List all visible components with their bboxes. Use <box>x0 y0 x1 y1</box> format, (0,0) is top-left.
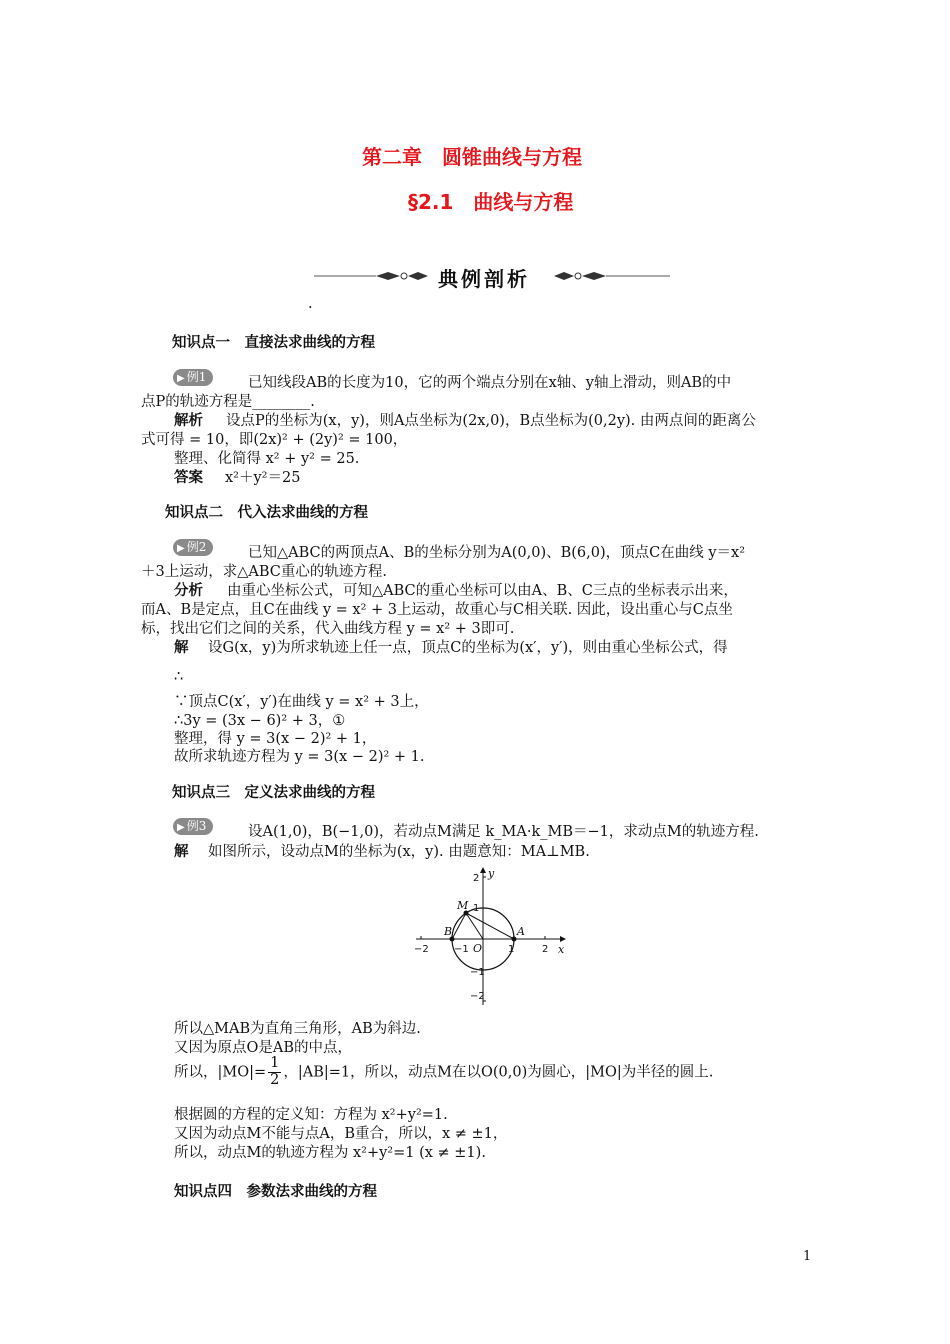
point-B-label: B <box>444 925 453 938</box>
k3-solution-label: 解 <box>174 843 189 860</box>
point-M-label: M <box>457 899 469 912</box>
y-tick-label: −2 <box>470 991 485 1002</box>
k2-solution-line4: 整理，得 y = 3(x − 2)² + 1， <box>174 731 377 747</box>
k2-analysis-line2: 而A、B是定点，且C在曲线 y = x² + 3上运动，故重心与C相关联. 因此，设出重心与C点坐 <box>141 602 733 618</box>
banner <box>312 262 672 292</box>
k1-heading: 知识点一 直接法求曲线的方程 <box>172 335 375 351</box>
k3-text-line6: 所以，动点M的轨迹方程为 x²+y²=1 (x ≠ ±1). <box>174 1145 486 1161</box>
k1-analysis-line2: 式可得 = 10，即(2x)² + (2y)² = 100， <box>141 432 408 448</box>
example-3-badge: ▶ 例3 <box>173 818 213 835</box>
y-tick-label: −1 <box>470 967 485 978</box>
k2-question-line1: 已知△ABC的两顶点A、B的坐标分别为A(0,0)、B(6,0)，顶点C在曲线 y＝x² <box>248 545 746 561</box>
page-number: 1 <box>803 1249 812 1264</box>
k1-analysis-line3: 整理、化简得 x² + y² = 25. <box>174 451 360 467</box>
k3-heading: 知识点三 定义法求曲线的方程 <box>172 785 375 801</box>
k1-question-line1: 已知线段AB的长度为10，它的两个端点分别在x轴、y轴上滑动，则AB的中 <box>248 375 732 391</box>
y-tick-label: 1 <box>473 903 480 914</box>
k1-analysis-label: 解析 <box>174 412 203 429</box>
k2-solution-line5: 故所求轨迹方程为 y = 3(x − 2)² + 1. <box>174 749 425 765</box>
x-tick-label: −1 <box>454 944 469 955</box>
point-A <box>512 937 517 942</box>
chapter-title: 第二章 圆锥曲线与方程 <box>362 145 582 169</box>
unit-circle-figure <box>410 865 580 1010</box>
k2-solution-line3: ∴3y = (3x − 6)² + 3，① <box>174 713 346 729</box>
segment-MB <box>452 913 466 939</box>
k3-text-line2: 又因为原点O是AB的中点， <box>174 1040 353 1056</box>
k3-text-line4: 根据圆的方程的定义知：方程为 x²+y²=1. <box>174 1107 448 1123</box>
banner-left-ornament-icon <box>312 262 432 292</box>
play-icon: ▶ <box>177 373 185 384</box>
k3-question: 设A(1,0)，B(−1,0)，若动点M满足 k_MA·k_MB＝−1，求动点M的轨迹方程. <box>248 824 759 840</box>
point-A-label: A <box>517 925 525 938</box>
k2-question-line2: ＋3上运动，求△ABC重心的轨迹方程. <box>141 564 387 580</box>
segment-MA <box>466 913 514 939</box>
k2-analysis-label: 分析 <box>174 582 203 599</box>
k4-heading: 知识点四 参数法求曲线的方程 <box>174 1184 377 1200</box>
x-tick-label: 2 <box>542 944 549 955</box>
play-icon: ▶ <box>177 543 185 554</box>
x-axis-arrow-icon <box>560 936 566 942</box>
y-axis-label: y <box>488 867 495 880</box>
k2-solution-line2: ∵顶点C(x′，y′)在曲线 y = x² + 3上， <box>174 694 429 710</box>
k2-therefore: ∴ <box>174 669 184 685</box>
k2-heading: 知识点二 代入法求曲线的方程 <box>165 505 368 521</box>
banner-title: 典例剖析 <box>438 267 530 291</box>
section-title: §2.1 曲线与方程 <box>408 190 574 214</box>
k2-analysis-line3: 标，找出它们之间的关系，代入曲线方程 y = x² + 3即可. <box>141 621 515 637</box>
k1-answer: x²＋y²＝25 <box>225 470 301 486</box>
stray-dot: . <box>308 296 313 312</box>
x-tick-label: 1 <box>508 944 515 955</box>
k3-text-line3: 所以，|MO|= $\frac{1}{2}$ ，|AB|=1，所以，动点M在以O(0,0)为圆心，|MO|为半径的圆上. <box>174 1055 714 1088</box>
k3-solution-line1: 如图所示，设动点M的坐标为(x，y). 由题意知：MA⊥MB. <box>208 844 590 860</box>
x-axis-label: x <box>558 943 565 956</box>
banner-right-ornament-icon <box>552 262 672 292</box>
play-icon: ▶ <box>177 822 185 833</box>
k2-solution-label: 解 <box>174 639 189 656</box>
k3-text-line5: 又因为动点M不能与点A，B重合，所以，x ≠ ±1， <box>174 1126 508 1142</box>
example-2-badge: ▶ 例2 <box>173 539 213 556</box>
y-tick-label: 2 <box>473 873 480 884</box>
fraction-one-half: $\frac{1}{2}$ <box>270 1055 280 1088</box>
k2-solution-line1: 设G(x，y)为所求轨迹上任一点，顶点C的坐标为(x′，y′)，则由重心坐标公式，得 <box>208 640 728 656</box>
k1-analysis-line1: 设点P的坐标为(x，y)，则A点坐标为(2x,0)，B点坐标为(0,2y). 由两点间的距离公 <box>226 413 756 429</box>
k3-text-line1: 所以△MAB为直角三角形，AB为斜边. <box>174 1021 421 1037</box>
k2-analysis-line1: 由重心坐标公式，可知△ABC的重心坐标可以由A、B、C三点的坐标表示出来， <box>227 583 738 599</box>
segment-MO <box>466 913 483 939</box>
x-tick-label: −2 <box>414 944 429 955</box>
example-1-badge: ▶ 例1 <box>173 369 213 386</box>
k1-answer-label: 答案 <box>174 469 203 486</box>
origin-label: O <box>473 942 483 955</box>
y-axis-arrow-icon <box>480 867 486 873</box>
k1-question-line2: 点P的轨迹方程是________. <box>141 394 315 410</box>
